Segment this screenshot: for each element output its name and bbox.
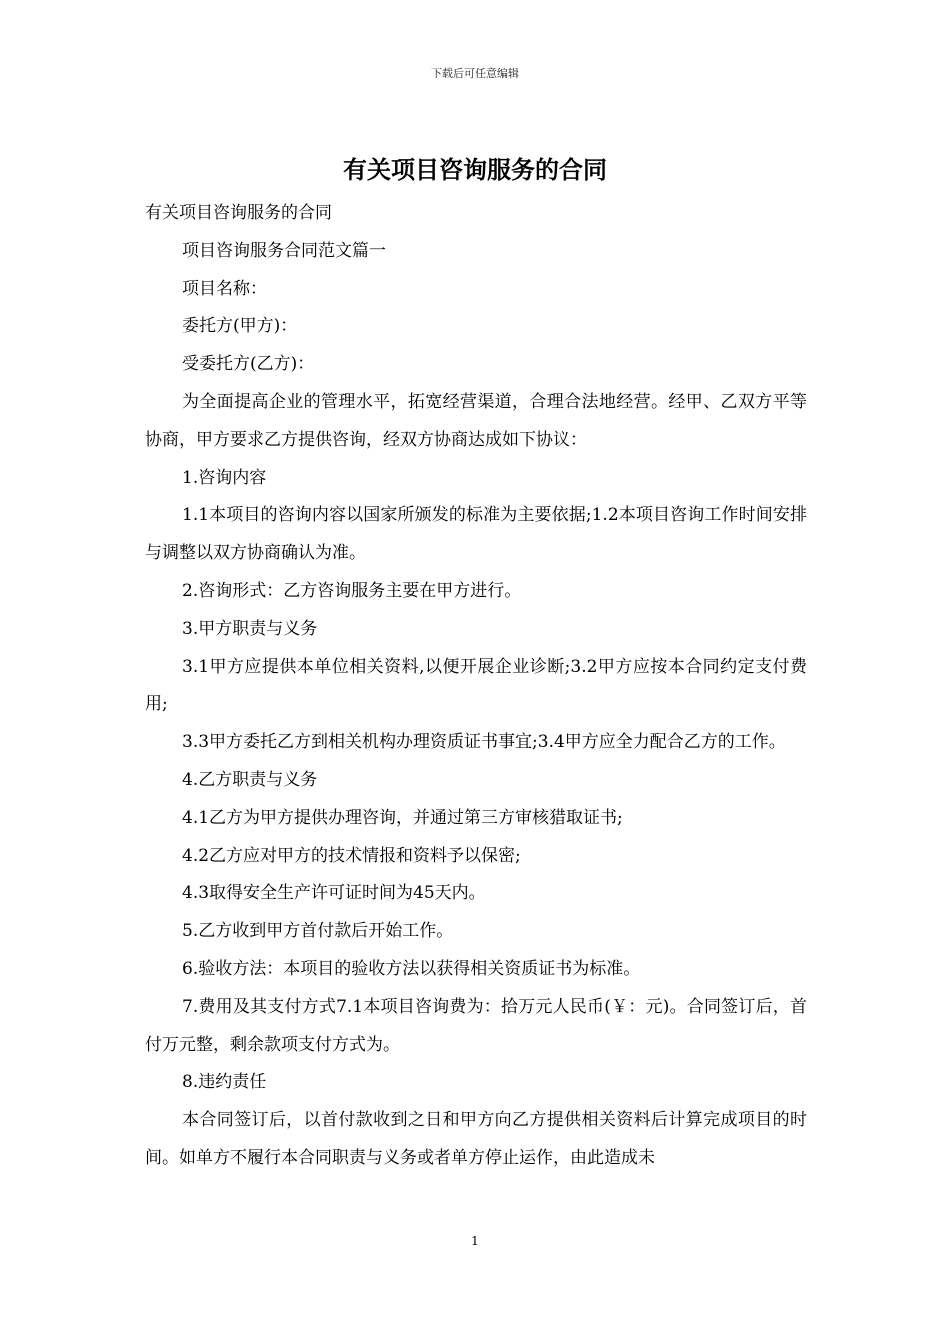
paragraph: 为全面提高企业的管理水平，拓宽经营渠道，合理合法地经营。经甲、乙双方平等协商，甲方要求乙方提供咨询，经双方协商达成如下协议： bbox=[145, 391, 807, 450]
paragraph: 项目咨询服务合同范文篇一 bbox=[182, 240, 386, 261]
page-number: 1 bbox=[471, 1234, 479, 1248]
paragraph: 4.乙方职责与义务 bbox=[182, 769, 318, 790]
document-title: 有关项目咨询服务的合同 bbox=[343, 155, 607, 184]
document-body bbox=[145, 195, 807, 1178]
paragraph: 8.违约责任 bbox=[182, 1072, 267, 1093]
paragraph: 7.费用及其支付方式7.1本项目咨询费为：拾万元人民币(￥：元)。合同签订后，首付万元整，剩余款项支付方式为。 bbox=[145, 996, 807, 1055]
paragraph: 1.咨询内容 bbox=[182, 467, 267, 488]
paragraph: 6.验收方法：本项目的验收方法以获得相关资质证书为标准。 bbox=[182, 958, 641, 979]
paragraph: 5.乙方收到甲方首付款后开始工作。 bbox=[182, 921, 454, 942]
header-note: 下载后可任意编辑 bbox=[431, 67, 519, 80]
paragraph: 有关项目咨询服务的合同 bbox=[145, 203, 332, 223]
paragraph: 3.甲方职责与义务 bbox=[182, 618, 318, 639]
paragraph: 项目名称： bbox=[182, 278, 267, 299]
paragraph: 3.1甲方应提供本单位相关资料,以便开展企业诊断;3.2甲方应按本合同约定支付费用; bbox=[145, 656, 807, 715]
paragraph: 4.1乙方为甲方提供办理咨询，并通过第三方审核猎取证书; bbox=[182, 807, 623, 828]
paragraph: 4.3取得安全生产许可证时间为45天内。 bbox=[182, 883, 486, 904]
paragraph: 1.1本项目的咨询内容以国家所颁发的标准为主要依据;1.2本项目咨询工作时间安排与调整以双方协商确认为准。 bbox=[145, 505, 807, 564]
paragraph: 委托方(甲方)： bbox=[182, 316, 298, 337]
paragraph: 3.3甲方委托乙方到相关机构办理资质证书事宜;3.4甲方应全力配合乙方的工作。 bbox=[182, 732, 786, 753]
paragraph: 受委托方(乙方)： bbox=[182, 354, 315, 375]
paragraph: 2.咨询形式：乙方咨询服务主要在甲方进行。 bbox=[182, 580, 522, 601]
paragraph: 4.2乙方应对甲方的技术情报和资料予以保密; bbox=[182, 845, 521, 866]
paragraph: 本合同签订后，以首付款收到之日和甲方向乙方提供相关资料后计算完成项目的时间。如单方不履行本合同职责与义务或者单方停止运作，由此造成未 bbox=[145, 1110, 807, 1168]
